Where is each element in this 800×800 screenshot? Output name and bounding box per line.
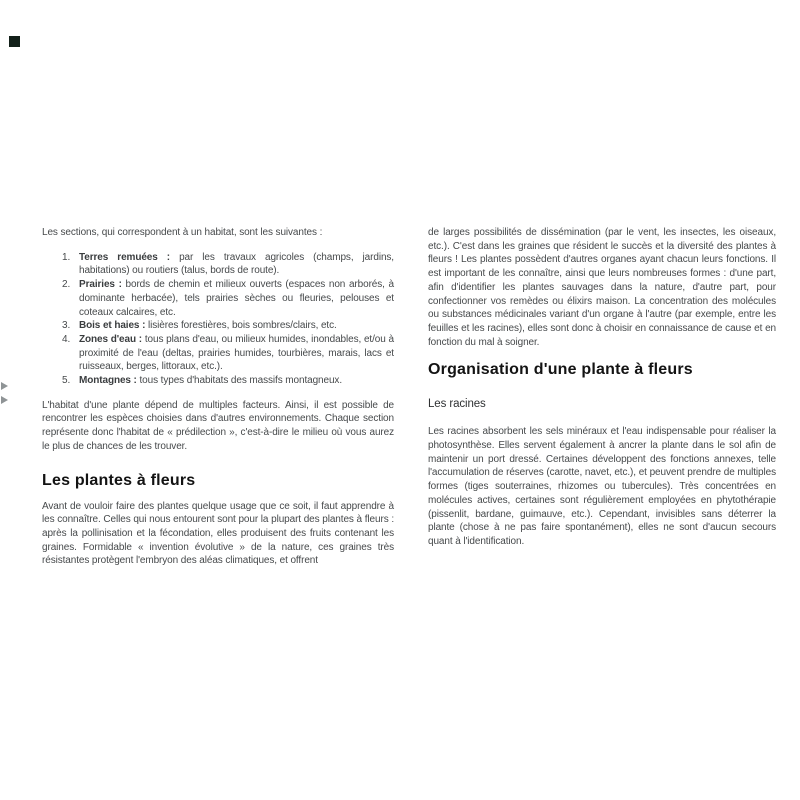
sections-intro-text: Les sections, qui correspondent à un habitat, sont les suivantes : xyxy=(42,227,323,238)
list-number: 2. xyxy=(62,279,71,291)
list-item xyxy=(62,319,394,333)
list-number: 5. xyxy=(62,375,71,387)
list-desc: tous types d'habitats des massifs montagneux. xyxy=(139,375,343,387)
list-number: 3. xyxy=(62,320,71,332)
list-term: Bois et haies : xyxy=(79,320,146,332)
habitat-sections-list xyxy=(42,251,394,388)
right-page-column xyxy=(428,226,776,549)
subheading-les-racines: Les racines xyxy=(428,398,486,411)
habitat-paragraph: L'habitat d'une plante dépend de multiples facteurs. Ainsi, il est possible de rencontrer les espèces choisies dans d'autres environnements. Chaque section représente donc l'habitat de « prédilection », c'est-à-dire le milieu où vous aurez le plus de chances de les trouver. xyxy=(42,399,394,452)
list-item xyxy=(62,251,394,278)
roots-paragraph: Les racines absorbent les sels minéraux et l'eau indispensable pour réaliser la photosynthèse. Elles servent également à ancrer la plante dans le sol afin de maintenir un port dressé. Certaines développent des fonctions annexes, telle l'accumulation de réserves (carotte, navet, etc.), et peuvent prendre de multiples formes (tiges souterraines, rhizomes ou tubercules). Très concentrées en molécules actives, certaines sont régulièrement employées en phytothérapie (pissenlit, bardane, guimauve, etc.). Cependant, invisibles sans déterrer la plante (chose à ne pas faire spontanément), elles ne sont d'aucun secours quant à l'identification. xyxy=(428,426,776,547)
corner-marker xyxy=(9,36,20,47)
dissemination-paragraph: de larges possibilités de dissémination (par le vent, les insectes, les oiseaux, etc.). C'est dans les graines que résident le succès et la diversité des plantes à fleurs ! Les plantes possèdent d'autres organes ayant chacun leurs fonctions. Il est important de les connaître, ainsi que leurs nombreuses formes : d'une part, afin d'identifier les plantes sauvages dans la nature, d'autre part, pour confectionner vos remèdes ou élixirs maison. La concentration des molécules ou substances médicinales variant d'un organe à l'autre (par exemple, entre les feuilles et les racines), elles sont donc à choisir en connaissance de cause et en fonction du mal à soigner. xyxy=(428,227,776,348)
edge-arrow-icon-top[interactable] xyxy=(1,382,8,390)
list-item-text xyxy=(79,319,394,333)
list-number: 1. xyxy=(62,251,71,263)
list-term: Montagnes : xyxy=(79,375,137,387)
list-desc: lisières forestières, bois sombres/clairs, etc. xyxy=(148,320,337,332)
left-page-column xyxy=(42,226,394,568)
list-item xyxy=(62,333,394,374)
list-desc: par les travaux agricoles (champs, jardins, habitations) ou routiers (talus, bords de route). xyxy=(79,251,394,277)
list-item-text xyxy=(79,278,394,319)
section-heading-organisation: Organisation d'une plante à fleurs xyxy=(428,361,693,379)
flowers-paragraph: Avant de vouloir faire des plantes quelque usage que ce soit, il faut apprendre à les connaître. Celles qui nous entourent sont pour la plupart des plantes à fleurs : après la pollinisation et la fécondation, elles produisent des fruits contenant les graines. Formidable « invention évolutive » de la nature, ces graines très résistantes protègent l'embryon des aléas climatiques, et offrent xyxy=(42,500,394,567)
list-item-text xyxy=(79,374,394,388)
list-term: Prairies : xyxy=(79,279,122,291)
list-number: 4. xyxy=(62,333,71,345)
edge-arrow-icon-bottom[interactable] xyxy=(1,396,8,404)
list-term: Zones d'eau : xyxy=(79,333,143,345)
list-desc: tous plans d'eau, ou milieux humides, inondables, et/ou à proximité de l'eau (deltas, prairies humides, tourbières, marais, lacs et ruisseaux, berges, littoraux, etc.). xyxy=(79,333,394,373)
list-desc: bords de chemin et milieux ouverts (espaces non arborés, à dominante herbacée), tels prairies sèches ou fleuries, pelouses et coteaux calcaires, etc. xyxy=(79,279,394,318)
section-heading-plantes-a-fleurs: Les plantes à fleurs xyxy=(42,471,196,489)
list-item xyxy=(62,278,394,319)
list-item xyxy=(62,374,394,388)
list-item-text xyxy=(79,251,394,278)
list-term: Terres remuées : xyxy=(79,251,171,263)
list-item-text xyxy=(79,333,394,374)
